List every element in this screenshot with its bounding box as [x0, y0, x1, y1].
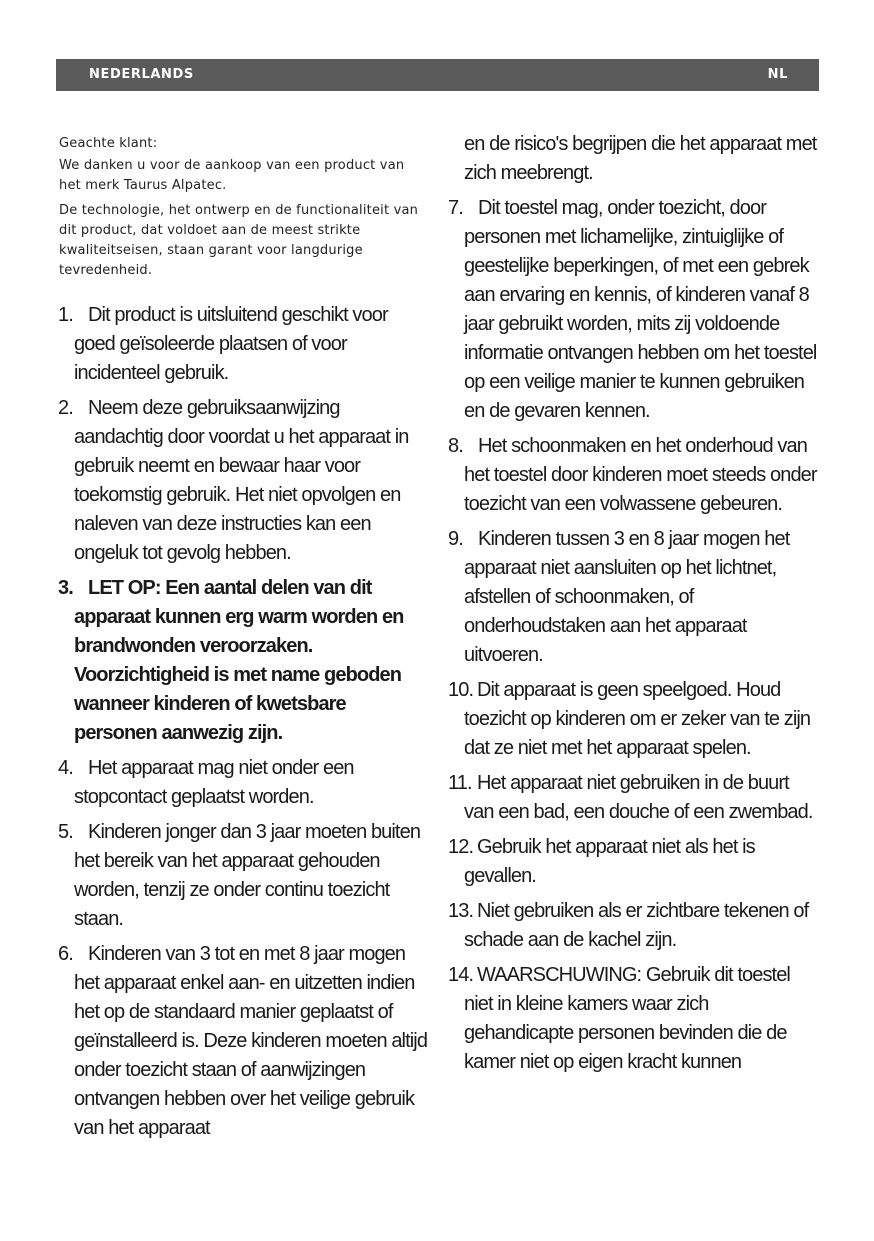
item-text: Gebruik het apparaat niet als het is gevallen. — [464, 836, 755, 887]
item-number: 4. — [58, 757, 73, 779]
item-number: 9. — [448, 528, 463, 550]
language-label: NEDERLANDS — [89, 67, 194, 82]
right-column — [448, 130, 818, 1083]
list-item — [58, 940, 428, 1143]
list-item — [448, 833, 818, 891]
list-item — [448, 525, 818, 670]
list-item-continuation — [448, 130, 818, 188]
item-number: 5. — [58, 821, 73, 843]
item-number: 12. — [448, 836, 474, 858]
item-text: Neem deze gebruiksaanwijzing aandachtig door voordat u het apparaat in gebruik neemt en bewaar haar voor toekomstig gebruik. Het niet opvolgen en naleven van deze instructies kan een ongeluk tot gevolg hebben. — [74, 397, 409, 564]
list-item-warning — [58, 574, 428, 748]
item-text: LET OP: Een aantal delen van dit apparaat kunnen erg warm worden en brandwonden veroorzaken. Voorzichtigheid is met name geboden wanneer kinderen of kwetsbare personen aanwezig zijn. — [74, 577, 404, 744]
list-item — [448, 432, 818, 519]
item-text: Dit toestel mag, onder toezicht, door personen met lichamelijke, zintuiglijke of geestelijke beperkingen, of met een gebrek aan ervaring en kennis, of kinderen vanaf 8 jaar gebruikt worden, mits zij voldoende informatie ontvangen hebben om het toestel op een veilige manier te kunnen gebruiken en de gevaren kennen. — [464, 197, 817, 422]
list-item — [58, 818, 428, 934]
intro-text — [59, 134, 428, 281]
item-text: Het schoonmaken en het onderhoud van het toestel door kinderen moet steeds onder toezicht van een volwassene gebeuren. — [464, 435, 817, 515]
item-text: WAARSCHUWING: Gebruik dit toestel niet in kleine kamers waar zich gehandicapte personen bevinden die de kamer niet op eigen kracht kunnen — [464, 964, 790, 1073]
item-number: 2. — [58, 397, 73, 419]
item-number: 10. — [448, 679, 474, 701]
list-item — [58, 754, 428, 812]
item-number: 3. — [58, 577, 73, 599]
list-item — [58, 301, 428, 388]
item-number: 14. — [448, 964, 474, 986]
item-text: Kinderen jonger dan 3 jaar moeten buiten het bereik van het apparaat gehouden worden, tenzij ze onder continu toezicht staan. — [74, 821, 421, 930]
item-text: en de risico's begrijpen die het apparaat met zich meebrengt. — [464, 133, 817, 184]
list-item — [448, 676, 818, 763]
intro-thanks: We danken u voor de aankoop van een product van het merk Taurus Alpatec. — [59, 158, 405, 193]
list-item — [448, 194, 818, 426]
item-text: Kinderen tussen 3 en 8 jaar mogen het apparaat niet aansluiten op het lichtnet, afstellen of schoonmaken, of onderhoudstaken aan het apparaat uitvoeren. — [464, 528, 790, 666]
item-text: Niet gebruiken als er zichtbare tekenen of schade aan de kachel zijn. — [464, 900, 809, 951]
left-column — [58, 130, 428, 1149]
list-item — [448, 961, 818, 1077]
list-item — [58, 394, 428, 568]
intro-technology: De technologie, het ontwerp en de functionaliteit van dit product, dat voldoet aan de meest strikte kwaliteitseisen, staan garant voor langdurige tevredenheid. — [59, 203, 419, 278]
item-text: Dit apparaat is geen speelgoed. Houd toezicht op kinderen om er zeker van te zijn dat ze niet met het apparaat spelen. — [464, 679, 811, 759]
item-number: 13. — [448, 900, 474, 922]
item-number: 7. — [448, 197, 463, 219]
item-number: 6. — [58, 943, 73, 965]
item-number: 1. — [58, 304, 73, 326]
intro-greeting: Geachte klant: — [59, 136, 158, 151]
item-text: Het apparaat niet gebruiken in de buurt van een bad, een douche of een zwembad. — [464, 772, 813, 823]
item-text: Het apparaat mag niet onder een stopcontact geplaatst worden. — [74, 757, 354, 808]
item-number: 8. — [448, 435, 463, 457]
item-number: 11. — [448, 772, 472, 794]
list-item — [448, 897, 818, 955]
safety-list-left — [58, 301, 428, 1143]
item-text: Dit product is uitsluitend geschikt voor goed geïsoleerde plaatsen of voor incidenteel gebruik. — [74, 304, 388, 384]
section-header-bar — [56, 59, 819, 91]
safety-list-right — [448, 130, 818, 1077]
item-text: Kinderen van 3 tot en met 8 jaar mogen het apparaat enkel aan- en uitzetten indien het op de standaard manier geplaatst of geïnstalleerd is. Deze kinderen moeten altijd onder toezicht staan of aanwijzingen ontvangen hebben over het veilige gebruik van het apparaat — [74, 943, 428, 1139]
list-item — [448, 769, 818, 827]
language-code: NL — [767, 67, 788, 82]
